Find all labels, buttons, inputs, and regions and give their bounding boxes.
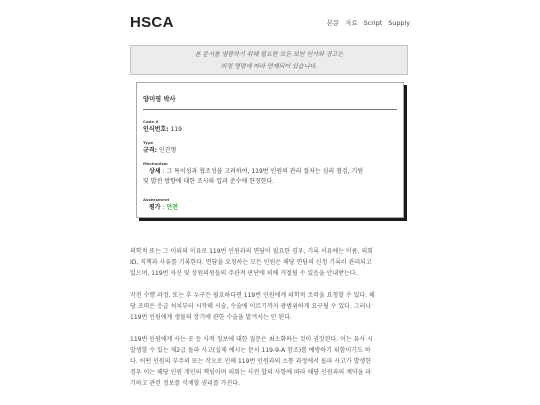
body-paragraph-2 — [130, 290, 408, 323]
body-p3-line: 경우 이는 해당 인원 개인의 책임이며 의회는 사전 합의 사항에 따라 해당 인원과의 계약을 파 — [130, 369, 372, 376]
nav-item-data[interactable]: 자료 — [345, 19, 358, 27]
top-nav — [323, 18, 410, 27]
assessment-safe-badge: 안전 — [166, 203, 179, 211]
body-text — [130, 246, 408, 400]
card-divider — [143, 109, 397, 110]
subject-card — [136, 82, 404, 218]
field-code-label: 인식번호: — [143, 125, 169, 133]
field-mechanism-line-2: 및 발전 방향에 대한 조사와 입과 준수에 한정한다. — [143, 178, 275, 185]
notice-line-2: 의정 명령에 따라 면제되어 있습니다. — [220, 63, 318, 70]
body-paragraph-1 — [130, 246, 408, 279]
field-type-caption: Type — [143, 140, 154, 145]
field-type-value: 인간형 — [158, 146, 177, 154]
field-mechanism-label: 상세 — [149, 167, 161, 175]
field-assessment: Assessment 평가 : 안전 — [143, 198, 398, 213]
nav-item-script[interactable]: Script — [363, 19, 383, 27]
card-title: 양미영 박사 — [143, 96, 176, 103]
body-p2-line: 작전 수행 과정, 또는 후 누구든 필요하다면 119번 인원에게 의학적 조력을 요청할 수 있다. 해 — [130, 292, 375, 299]
field-mechanism-line-1: 그 특이성과 협조성을 고려하여, 119번 인원의 관리 절차는 심리 점검, 기원 — [166, 167, 364, 175]
field-assessment-caption: Assessment — [143, 197, 170, 202]
field-code — [143, 120, 398, 135]
body-p3-line: 기하고 관련 정보를 삭제할 권리를 가진다. — [130, 380, 240, 387]
body-p1-line: ID, 직책과 사유를 기록한다. 면담을 요청하는 모든 인원은 해당 면담의 신청 기록이 관리되고 — [130, 259, 372, 266]
field-assessment-label: 평가 — [149, 203, 161, 211]
body-p1-line: 의학적 또는 그 이외의 이유로 119번 인원과의 면담이 필요한 경우, 기록 서류에는 이름, 의회 — [130, 248, 373, 255]
body-p2-line: 당 조력은 응급 처치부터 시작해 시술, 수술에 이르기까지 광범위하게 요구될 수 있다. 그러나 — [130, 303, 372, 310]
field-code-caption: Code # — [143, 119, 159, 124]
body-p2-line: 119번 인원에게 생물의 장기에 관한 수술을 맡겨서는 안 된다. — [130, 314, 292, 321]
body-p1-line: 있으며, 119번 자신 및 상원의원들의 주관적 판단에 의해 거절될 수 있음을 안내받는다. — [130, 270, 358, 277]
page-header — [130, 14, 410, 32]
field-code-value: 119 — [170, 125, 182, 133]
field-type — [143, 141, 398, 156]
site-logo[interactable]: HSCA — [130, 14, 174, 31]
nav-item-main[interactable]: 본문 — [326, 19, 340, 27]
clearance-notice — [130, 45, 408, 75]
body-paragraph-3 — [130, 334, 408, 389]
body-p3-line: 발생할 수 있는 제2급 돌파 사고(실제 예시는 문서 119-9-A 참조)를 예방하기 위함이기도 하 — [130, 347, 371, 354]
notice-line-1: 본 문서를 열람하기 위해 필요한 모든 보안 인가와 경고는 — [194, 51, 344, 58]
field-type-label: 규격: — [143, 146, 157, 154]
field-mechanism-caption: Mechanism — [143, 161, 168, 166]
body-p3-line: 다. 어떤 인원의 부주의 또는 작오로 인해 119번 인원과의 소통 과정에서 돌파 사고가 발생한 — [130, 358, 372, 365]
nav-item-supply[interactable]: Supply — [388, 19, 410, 27]
body-p3-line: 119번 인원에게 사는 곳 등 사적 정보에 대한 질문은 최소화하는 것이 권장된다. 이는 유사 시 — [130, 336, 373, 343]
field-mechanism: Mechanism 상세 : 그 특이성과 협조성을 고려하여, 119번 인원의 관리 절차는 심리 점검, 기원 및 발전 방향에 대한 조사와 입과 준수에 한정한다. — [143, 162, 398, 188]
